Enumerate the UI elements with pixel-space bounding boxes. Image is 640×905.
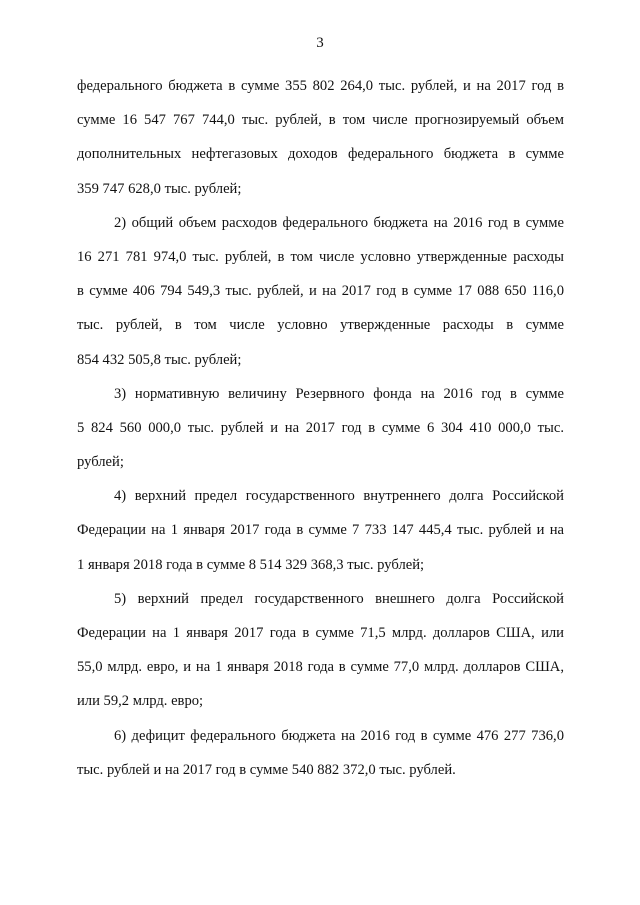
text-line: 16 271 781 974,0 тыс. рублей, в том числе условно утвержденные расходы [77, 248, 564, 265]
paragraph-3 [77, 377, 564, 480]
paragraph-4 [77, 479, 564, 582]
paragraph-1 [77, 69, 564, 206]
text-line: 55,0 млрд. евро, и на 1 января 2018 года в сумме 77,0 млрд. долларов США, [77, 659, 564, 676]
text-line: федерального бюджета в сумме 355 802 264,0 тыс. рублей, и на 2017 год в [77, 78, 564, 94]
page-number: 3 [316, 35, 324, 51]
text-line: тыс. рублей и на 2017 год в сумме 540 882 372,0 тыс. рублей. [77, 761, 456, 778]
text-line: 4) верхний предел государственного внутреннего долга Российской [114, 488, 564, 505]
text-line: 5) верхний предел государственного внешнего долга Российской [114, 590, 564, 607]
text-line: 1 января 2018 года в сумме 8 514 329 368,3 тыс. рублей; [77, 556, 425, 573]
paragraph-5 [77, 582, 564, 719]
text-line: 854 432 505,8 тыс. рублей; [77, 351, 242, 368]
text-line: или 59,2 млрд. евро; [77, 693, 204, 710]
paragraph-6 [77, 719, 564, 787]
text-line: Федерации на 1 января 2017 года в сумме 71,5 млрд. долларов США, или [77, 625, 564, 641]
text-line: дополнительных нефтегазовых доходов федерального бюджета в сумме [77, 146, 564, 163]
text-line: в сумме 406 794 549,3 тыс. рублей, и на 2017 год в сумме 17 088 650 116,0 [77, 283, 564, 300]
text-line: сумме 16 547 767 744,0 тыс. рублей, в том числе прогнозируемый объем [77, 112, 564, 129]
text-line: 3) нормативную величину Резервного фонда на 2016 год в сумме [114, 385, 564, 402]
text-line: 2) общий объем расходов федерального бюджета на 2016 год в сумме [114, 214, 564, 231]
paragraph-2 [77, 206, 564, 377]
document-body [77, 69, 564, 787]
text-line: 359 747 628,0 тыс. рублей; [77, 180, 242, 197]
text-line: рублей; [77, 454, 124, 471]
text-line: тыс. рублей, в том числе условно утвержденные расходы в сумме [77, 317, 564, 334]
text-line: Федерации на 1 января 2017 года в сумме 7 733 147 445,4 тыс. рублей и на [77, 522, 564, 539]
text-line: 6) дефицит федерального бюджета на 2016 год в сумме 476 277 736,0 [114, 727, 564, 744]
text-line: 5 824 560 000,0 тыс. рублей и на 2017 год в сумме 6 304 410 000,0 тыс. [77, 419, 564, 436]
